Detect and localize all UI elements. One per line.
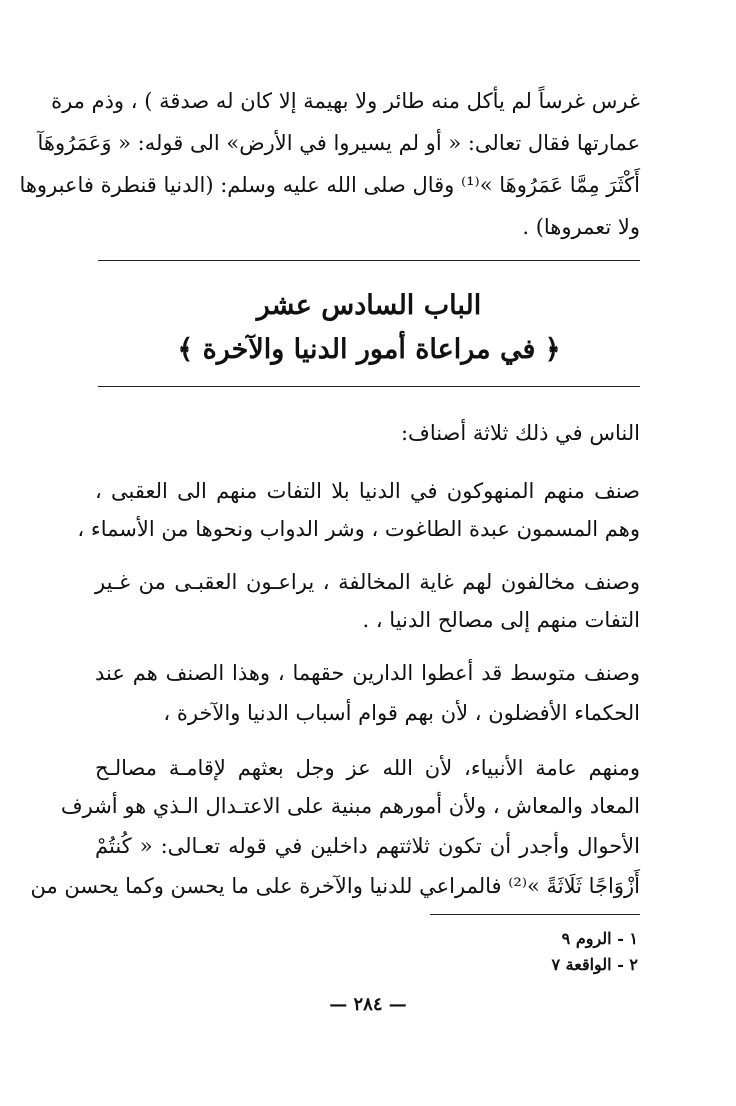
intro-line: الناس في ذلك ثلاثة أصناف:: [400, 421, 640, 445]
footnote-2: ٢ - الواقعة ٧: [551, 955, 638, 974]
text-line: ومنهم عامة الأنبياء، لأن الله عز وجل بعثهم لإقامـة مصالـح: [95, 756, 640, 780]
divider-top: [98, 260, 640, 261]
text-line: التفات منهم إلى مصالح الدنيا ، .: [362, 608, 640, 632]
text-line: وصنف مخالفون لهم غاية المخالفة ، يراعـون العقبـى من غـير: [95, 570, 640, 594]
text-line: عمارتها فقال تعالى: « أو لم يسيروا في الأرض» الى قوله: « وَعَمَرُوهَآ: [37, 131, 640, 155]
text-line: المعاد والمعاش ، ولأن أمورهم مبنية على الاعتـدال الـذي هو أشرف: [60, 794, 640, 818]
footnote-divider: [430, 914, 640, 915]
text-line: غرس غرساً لم يأكل منه طائر ولا بهيمة إلا كان له صدقة ) ، وذم مرة: [51, 89, 640, 113]
text-line: ولا تعمروها) .: [522, 215, 640, 239]
text-line: الأحوال وأجدر أن تكون ثلاثتهم داخلين في قوله تعـالى: « كُنتُمْ: [95, 834, 640, 858]
text-line: أَكْثَرَ مِمَّا عَمَرُوهَا »⁽¹⁾ وقال صلى الله عليه وسلم: (الدنيا قنطرة فاعبروها: [19, 173, 640, 197]
text-line: صنف منهم المنهوكون في الدنيا بلا التفات منهم الى العقبى ،: [95, 479, 640, 503]
text-line: أَزْوَاجًا ثَلَاثَةً »⁽²⁾ فالمراعي للدنيا والآخرة على ما يحسن وكما يحسن من: [30, 874, 640, 898]
footnote-1: ١ - الروم ٩: [561, 929, 638, 948]
page-number: — ٢٨٤ —: [329, 994, 407, 1015]
text-line: الحكماء الأفضلون ، لأن بهم قوام أسباب الدنيا والآخرة ،: [163, 701, 640, 725]
text-line: وهم المسمون عبدة الطاغوت ، وشر الدواب ونحوها من الأسماء ،: [77, 517, 640, 541]
chapter-title: الباب السادس عشر: [256, 290, 482, 321]
chapter-subtitle: ﴿ في مراعاة أمور الدنيا والآخرة ﴾: [177, 334, 561, 365]
divider-bottom: [98, 386, 640, 387]
text-line: وصنف متوسط قد أعطوا الدارين حقهما ، وهذا الصنف هم عند: [95, 661, 640, 685]
